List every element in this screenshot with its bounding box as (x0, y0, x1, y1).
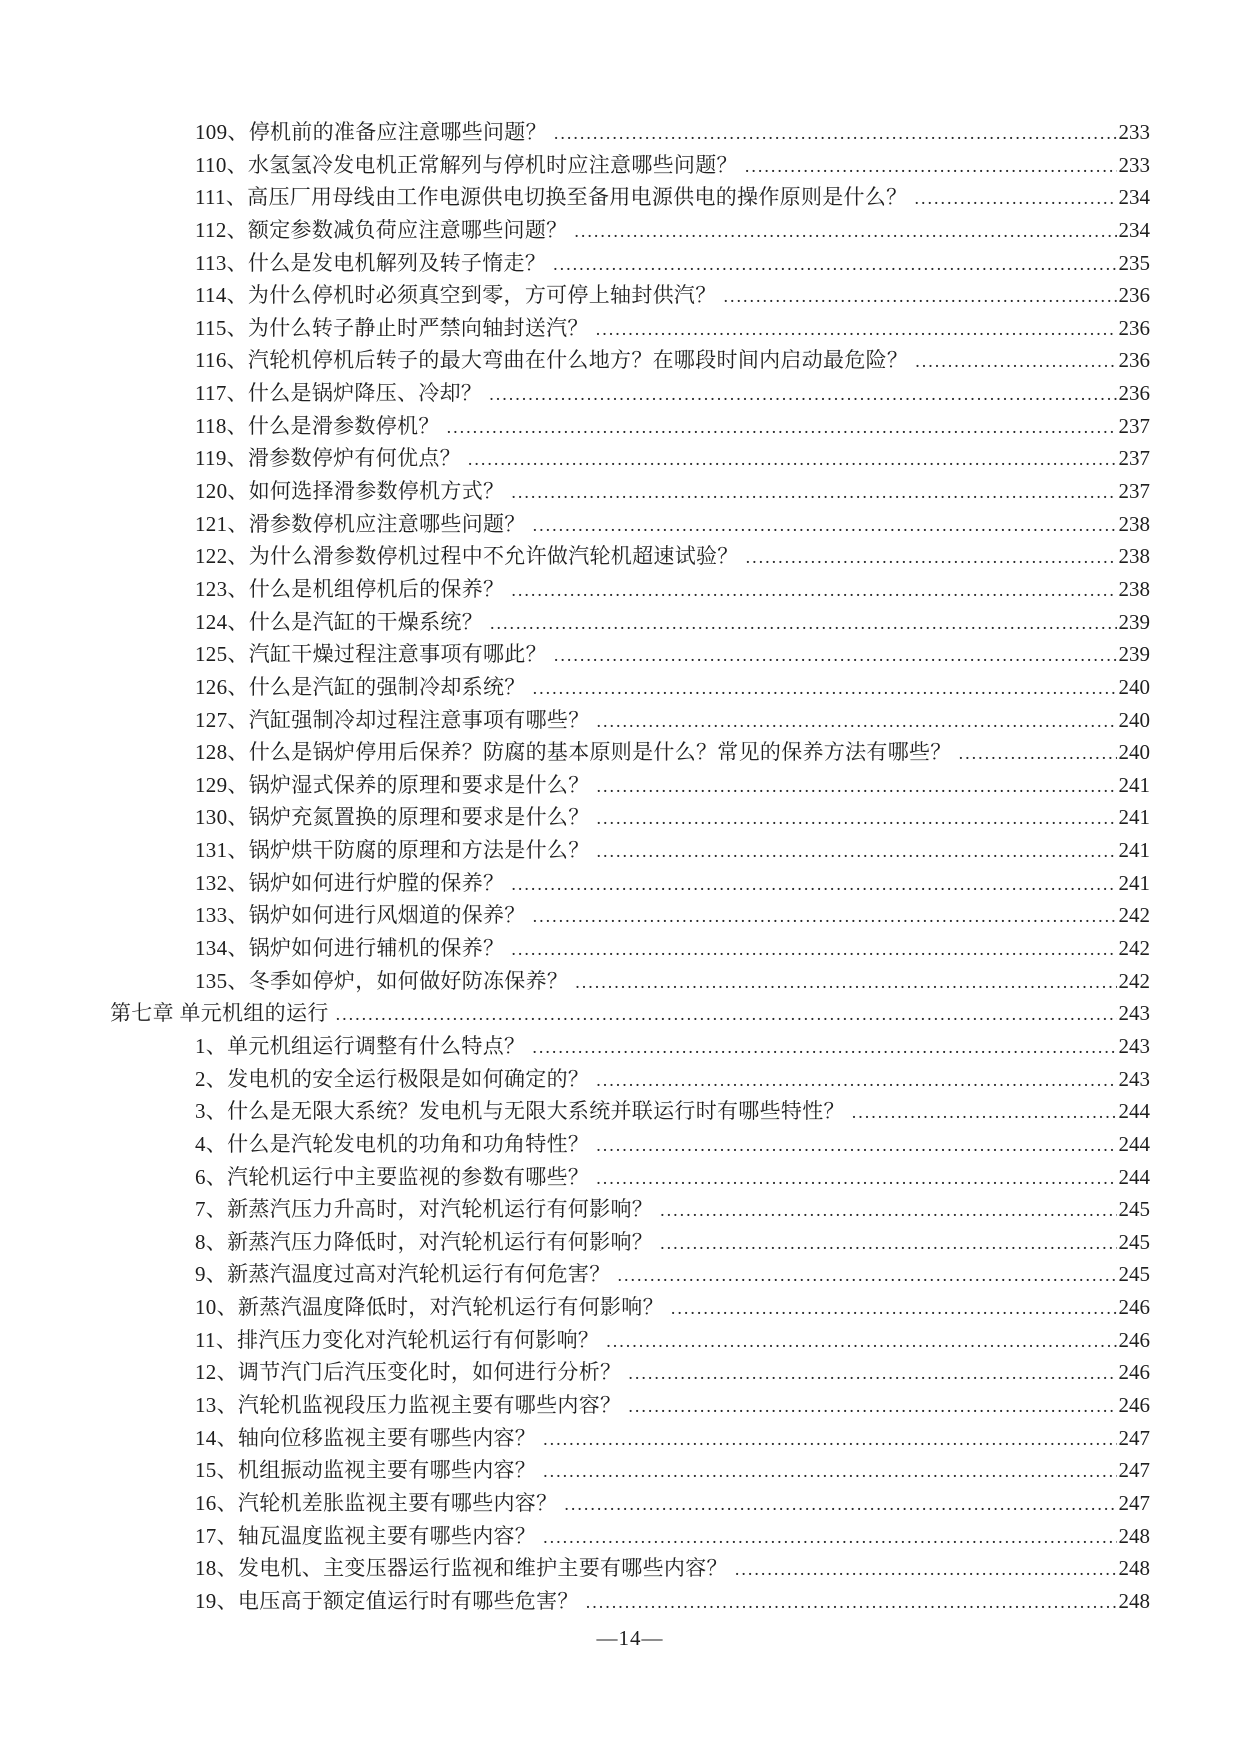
toc-entry-page-number: 234 (1118, 217, 1150, 242)
toc-dot-leader (533, 899, 1117, 933)
toc-dot-leader (586, 1585, 1117, 1619)
toc-dot-leader (628, 1389, 1116, 1423)
toc-entry-label: 7、新蒸汽压力升高时，对汽轮机运行有何影响？ (195, 1197, 654, 1222)
toc-entry-label: 9、新蒸汽温度过高对汽轮机运行有何危害？ (195, 1262, 611, 1287)
toc-entry-label: 113、什么是发电机解列及转子惰走？ (195, 250, 547, 275)
toc-entry-page-number: 246 (1118, 1295, 1150, 1320)
toc-entry (110, 638, 1150, 671)
toc-dot-leader (554, 638, 1117, 672)
toc-entry-label: 124、什么是汽缸的干燥系统？ (195, 609, 483, 634)
toc-entry (110, 1030, 1150, 1063)
toc-entry-label: 111、高压厂用母线由工作电源供电切换至备用电源供电的操作原则是什么？ (195, 185, 908, 210)
toc-entry-page-number: 243 (1118, 1001, 1150, 1026)
toc-dot-leader (597, 704, 1117, 738)
toc-entry (110, 1356, 1150, 1389)
toc-entry-label: 109、停机前的准备应注意哪些问题？ (195, 120, 547, 144)
toc-entry (110, 1063, 1150, 1096)
toc-dot-leader (628, 1356, 1116, 1390)
toc-dot-leader (532, 1030, 1116, 1064)
toc-entry-label: 119、滑参数停炉有何优点？ (195, 446, 461, 471)
toc-dot-leader (671, 1291, 1117, 1325)
toc-entry-label: 1、单元机组运行调整有什么特点？ (195, 1033, 526, 1058)
toc-entry-page-number: 244 (1118, 1131, 1150, 1156)
toc-entry-label: 6、汽轮机运行中主要监视的参数有哪些？ (195, 1164, 590, 1189)
toc-dot-leader (543, 1422, 1116, 1456)
toc-dot-leader (447, 410, 1117, 444)
toc-entry-page-number: 239 (1118, 642, 1150, 667)
toc-entry-page-number: 235 (1118, 250, 1150, 275)
toc-entry-label: 130、锅炉充氮置换的原理和要求是什么？ (195, 805, 590, 830)
toc-dot-leader (596, 312, 1117, 346)
toc-entry-label: 13、汽轮机监视段压力监视主要有哪些内容？ (195, 1392, 622, 1417)
toc-entry (110, 606, 1150, 639)
toc-entry-page-number: 245 (1118, 1197, 1150, 1222)
toc-entry (110, 377, 1150, 410)
toc-entry-label: 15、机组振动监视主要有哪些内容？ (195, 1458, 537, 1483)
toc-entry (110, 344, 1150, 377)
toc-entry-page-number: 247 (1118, 1458, 1150, 1483)
toc-dot-leader (597, 801, 1117, 835)
toc-entry-label: 127、汽缸强制冷却过程注意事项有哪些？ (195, 707, 590, 732)
toc-entry (110, 736, 1150, 769)
page-footer (110, 1626, 1150, 1651)
toc-entry (110, 867, 1150, 900)
toc-entry (110, 573, 1150, 606)
toc-entry (110, 508, 1150, 541)
toc-entry-page-number: 241 (1118, 805, 1150, 830)
toc-dot-leader (660, 1193, 1116, 1227)
toc-entry-label: 120、如何选择滑参数停机方式？ (195, 479, 505, 504)
toc-entry (110, 1389, 1150, 1422)
toc-entry-page-number: 244 (1118, 1099, 1150, 1124)
toc-dot-leader (575, 965, 1116, 999)
toc-entry-page-number: 237 (1118, 413, 1150, 438)
toc-entry-label: 116、汽轮机停机后转子的最大弯曲在什么地方？在哪段时间内启动最危险？ (195, 348, 909, 373)
toc-dot-leader (533, 671, 1117, 705)
toc-entry (110, 1226, 1150, 1259)
toc-entry (110, 1324, 1150, 1357)
toc-entry-page-number: 240 (1118, 740, 1150, 765)
toc-entry-label: 121、滑参数停机应注意哪些问题？ (195, 511, 526, 536)
toc-dot-leader (852, 1095, 1117, 1129)
toc-list (110, 116, 1150, 1617)
toc-entry-label: 112、额定参数减负荷应注意哪些问题？ (195, 217, 568, 242)
toc-entry-page-number: 241 (1118, 870, 1150, 895)
toc-entry-label: 114、为什么停机时必须真空到零，方可停上轴封供汽？ (195, 283, 717, 308)
toc-entry-page-number: 238 (1118, 544, 1150, 569)
toc-entry-page-number: 237 (1118, 479, 1150, 504)
toc-entry (110, 214, 1150, 247)
toc-entry-page-number: 247 (1118, 1425, 1150, 1450)
toc-dot-leader (606, 1324, 1116, 1358)
toc-entry (110, 1585, 1150, 1618)
toc-entry (110, 965, 1150, 998)
page-number: —14— (596, 1626, 664, 1650)
toc-entry (110, 671, 1150, 704)
toc-dot-leader (511, 932, 1116, 966)
toc-entry-page-number: 245 (1118, 1229, 1150, 1254)
toc-entry (110, 1193, 1150, 1226)
toc-dot-leader (543, 1454, 1116, 1488)
toc-entry-label: 第七章 单元机组的运行 (110, 1001, 329, 1026)
toc-entry-label: 17、轴瓦温度监视主要有哪些内容？ (195, 1523, 537, 1548)
toc-entry (110, 1520, 1150, 1553)
toc-dot-leader (596, 1161, 1116, 1195)
toc-entry-label: 110、水氢氢冷发电机正常解列与停机时应注意哪些问题？ (195, 152, 738, 177)
toc-entry (110, 247, 1150, 280)
toc-entry-label: 10、新蒸汽温度降低时，对汽轮机运行有何影响？ (195, 1295, 664, 1320)
toc-dot-leader (597, 834, 1117, 868)
toc-entry (110, 932, 1150, 965)
toc-entry (110, 1422, 1150, 1455)
toc-dot-leader (564, 1487, 1116, 1521)
toc-entry (110, 1095, 1150, 1128)
toc-entry-label: 2、发电机的安全运行极限是如何确定的？ (195, 1066, 590, 1091)
toc-dot-leader (724, 279, 1117, 313)
toc-entry-label: 118、什么是滑参数停机？ (195, 413, 440, 438)
toc-entry-page-number: 233 (1118, 152, 1150, 177)
toc-entry-label: 128、什么是锅炉停用后保养？防腐的基本原则是什么？常见的保养方法有哪些？ (195, 740, 952, 765)
toc-entry-page-number: 247 (1118, 1490, 1150, 1515)
toc-entry-page-number: 243 (1118, 1066, 1150, 1091)
toc-entry (110, 1258, 1150, 1291)
toc-dot-leader (745, 149, 1117, 183)
toc-dot-leader (746, 540, 1117, 574)
toc-dot-leader (511, 475, 1116, 509)
toc-entry (110, 181, 1150, 214)
toc-entry-page-number: 233 (1118, 120, 1150, 144)
toc-entry-label: 14、轴向位移监视主要有哪些内容？ (195, 1425, 537, 1450)
toc-dot-leader (660, 1226, 1116, 1260)
toc-entry (110, 1161, 1150, 1194)
toc-dot-leader (511, 573, 1116, 607)
toc-entry-label: 134、锅炉如何进行辅机的保养？ (195, 936, 505, 961)
toc-entry (110, 1454, 1150, 1487)
toc-entry (110, 475, 1150, 508)
toc-entry-page-number: 248 (1118, 1556, 1150, 1581)
toc-entry-page-number: 241 (1118, 772, 1150, 797)
toc-entry-page-number: 236 (1118, 283, 1150, 308)
toc-entry-page-number: 238 (1118, 511, 1150, 536)
toc-entry-label: 115、为什么转子静止时严禁向轴封送汽？ (195, 315, 589, 340)
toc-entry-page-number: 240 (1118, 674, 1150, 699)
toc-entry (110, 1128, 1150, 1161)
toc-entry-page-number: 242 (1118, 903, 1150, 928)
toc-entry-page-number: 243 (1118, 1033, 1150, 1058)
toc-entry (110, 1291, 1150, 1324)
toc-entry-label: 131、锅炉烘干防腐的原理和方法是什么？ (195, 838, 590, 863)
toc-entry-label: 135、冬季如停炉，如何做好防冻保养？ (195, 968, 569, 993)
toc-entry (110, 442, 1150, 475)
toc-entry-label: 117、什么是锅炉降压、冷却？ (195, 381, 483, 406)
toc-dot-leader (597, 769, 1117, 803)
toc-dot-leader (914, 181, 1116, 215)
toc-entry (110, 769, 1150, 802)
toc-entry-page-number: 244 (1118, 1164, 1150, 1189)
toc-entry-page-number: 237 (1118, 446, 1150, 471)
toc-entry-label: 122、为什么滑参数停机过程中不允许做汽轮机超速试验？ (195, 544, 739, 569)
toc-entry-label: 12、调节汽门后汽压变化时，如何进行分析？ (195, 1360, 622, 1385)
toc-entry-page-number: 246 (1118, 1327, 1150, 1352)
toc-dot-leader (533, 508, 1117, 542)
toc-entry (110, 279, 1150, 312)
toc-dot-leader (511, 867, 1116, 901)
toc-entry-page-number: 238 (1118, 576, 1150, 601)
toc-entry-label: 3、什么是无限大系统？发电机与无限大系统并联运行时有哪些特性？ (195, 1099, 845, 1124)
toc-entry-label: 123、什么是机组停机后的保养？ (195, 576, 505, 601)
toc-entry-page-number: 236 (1118, 381, 1150, 406)
toc-entry-page-number: 245 (1118, 1262, 1150, 1287)
toc-entry-page-number: 234 (1118, 185, 1150, 210)
toc-dot-leader (554, 116, 1117, 150)
toc-entry-label: 8、新蒸汽压力降低时，对汽轮机运行有何影响？ (195, 1229, 654, 1254)
toc-entry (110, 704, 1150, 737)
toc-entry (110, 1552, 1150, 1585)
toc-entry-label: 133、锅炉如何进行风烟道的保养？ (195, 903, 526, 928)
toc-entry (110, 540, 1150, 573)
toc-entry-page-number: 248 (1118, 1588, 1150, 1613)
toc-dot-leader (490, 606, 1117, 640)
toc-dot-leader (596, 1063, 1116, 1097)
toc-entry-label: 125、汽缸干燥过程注意事项有哪此？ (195, 642, 547, 667)
toc-entry-page-number: 242 (1118, 968, 1150, 993)
toc-dot-leader (618, 1258, 1117, 1292)
toc-entry-page-number: 240 (1118, 707, 1150, 732)
toc-entry-label: 126、什么是汽缸的强制冷却系统？ (195, 674, 526, 699)
toc-entry-page-number: 246 (1118, 1392, 1150, 1417)
toc-entry (110, 312, 1150, 345)
toc-dot-leader (489, 377, 1116, 411)
toc-dot-leader (553, 247, 1116, 281)
toc-dot-leader (543, 1520, 1116, 1554)
toc-entry-page-number: 236 (1118, 315, 1150, 340)
toc-dot-leader (336, 997, 1117, 1031)
toc-entry-page-number: 239 (1118, 609, 1150, 634)
toc-dot-leader (959, 736, 1117, 770)
toc-dot-leader (596, 1128, 1116, 1162)
toc-entry-label: 11、排汽压力变化对汽轮机运行有何影响？ (195, 1327, 600, 1352)
toc-entry-label: 19、电压高于额定值运行时有哪些危害？ (195, 1588, 579, 1613)
toc-entry (110, 116, 1150, 149)
toc-dot-leader (735, 1552, 1117, 1586)
toc-dot-leader (574, 214, 1116, 248)
toc-entry-label: 16、汽轮机差胀监视主要有哪些内容？ (195, 1490, 558, 1515)
toc-entry-page-number: 242 (1118, 936, 1150, 961)
toc-entry (110, 410, 1150, 443)
toc-entry (110, 1487, 1150, 1520)
toc-chapter-entry (110, 997, 1150, 1030)
toc-entry (110, 149, 1150, 182)
toc-entry (110, 801, 1150, 834)
toc-entry-page-number: 241 (1118, 838, 1150, 863)
toc-entry-page-number: 248 (1118, 1523, 1150, 1548)
toc-entry-label: 132、锅炉如何进行炉膛的保养？ (195, 870, 505, 895)
toc-entry-label: 18、发电机、主变压器运行监视和维护主要有哪些内容？ (195, 1556, 728, 1581)
toc-entry-label: 4、什么是汽轮发电机的功角和功角特性？ (195, 1131, 590, 1156)
toc-entry-page-number: 236 (1118, 348, 1150, 373)
toc-entry (110, 834, 1150, 867)
toc-dot-leader (468, 442, 1117, 476)
toc-entry-label: 129、锅炉湿式保养的原理和要求是什么？ (195, 772, 590, 797)
toc-dot-leader (915, 344, 1116, 378)
toc-entry-page-number: 246 (1118, 1360, 1150, 1385)
toc-entry (110, 899, 1150, 932)
